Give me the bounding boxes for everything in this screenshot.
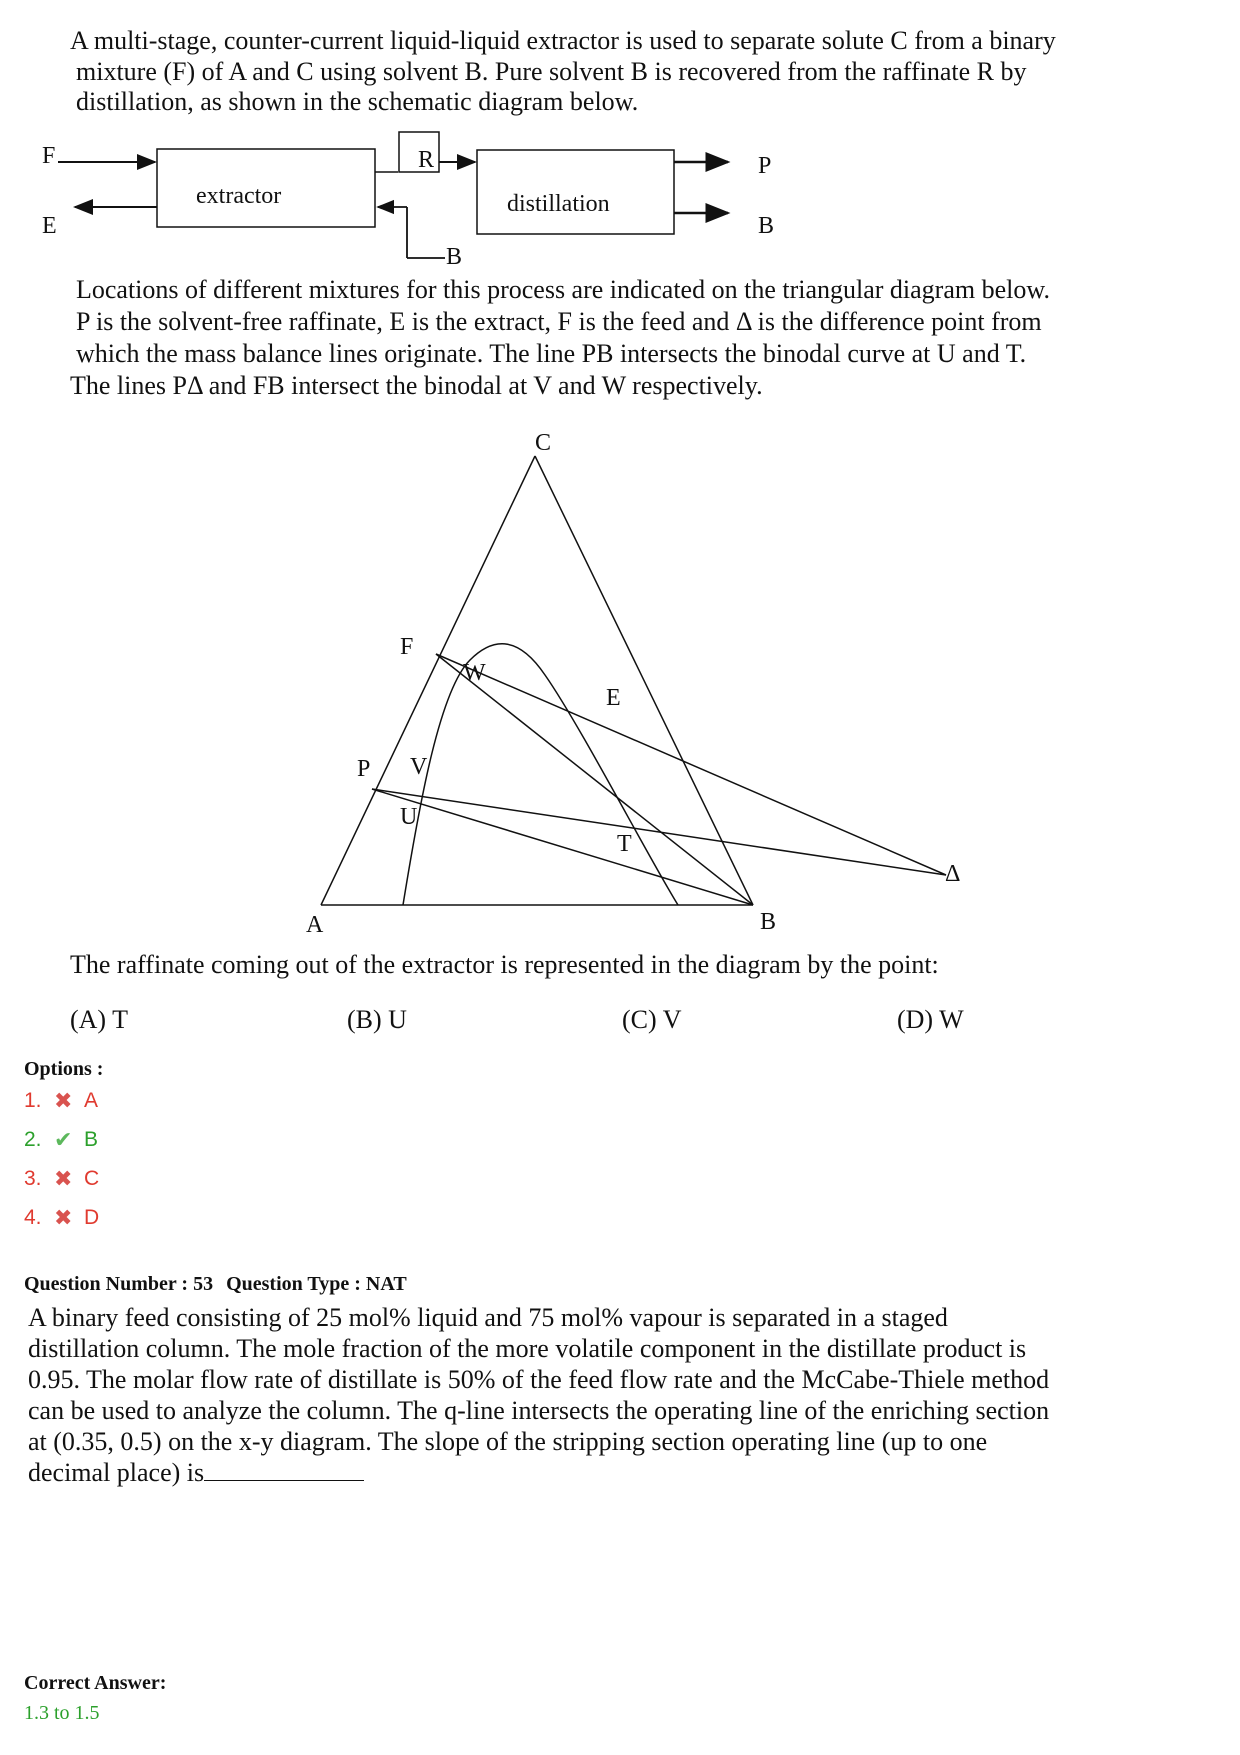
intro-line: distillation, as shown in the schematic diagram below.: [76, 87, 639, 116]
question-53-text: [28, 1302, 1049, 1488]
ternary-diagram: [0, 420, 1240, 940]
option-number: 3.: [24, 1167, 42, 1190]
option-label: D: [84, 1206, 100, 1229]
location-line: which the mass balance lines originate. The line PB intersects the binodal curve at U and T.: [76, 339, 1027, 368]
option-label: C: [84, 1167, 100, 1190]
location-line: Locations of different mixtures for this process are indicated on the triangular diagram below.: [76, 275, 1050, 304]
choice-a: (A) T: [70, 1005, 129, 1034]
line-F-delta: [436, 654, 946, 875]
options-title: Options :: [24, 1058, 104, 1080]
point-B-label: B: [760, 909, 777, 935]
answer-blank: [204, 1460, 364, 1481]
cross-icon: ✖: [54, 1088, 73, 1113]
question-line: can be used to analyze the column. The q-line intersects the operating line of the enriching section: [28, 1396, 1050, 1425]
option-number: 1.: [24, 1089, 42, 1112]
option-4[interactable]: [24, 1205, 99, 1231]
line-P-delta: [372, 789, 946, 875]
check-icon: ✔: [54, 1127, 73, 1152]
location-paragraph: [70, 274, 1050, 402]
correct-answer-title: Correct Answer:: [24, 1672, 167, 1694]
question-header: [24, 1273, 415, 1296]
question-line: at (0.35, 0.5) on the x-y diagram. The slope of the stripping section operating line (up to one: [28, 1427, 988, 1456]
option-3[interactable]: [24, 1166, 99, 1192]
point-F-label: F: [400, 634, 414, 660]
point-C-label: C: [535, 430, 552, 456]
product-label: P: [758, 153, 772, 179]
binodal-curve: [403, 644, 678, 905]
option-number: 4.: [24, 1206, 42, 1229]
extractor-label: extractor: [196, 183, 282, 209]
cross-icon: ✖: [54, 1205, 73, 1230]
point-delta-label: Δ: [945, 861, 961, 887]
choice-b: (B) U: [347, 1005, 407, 1034]
process-schematic: [0, 0, 1240, 290]
point-T-label: T: [617, 831, 632, 857]
question-line: decimal place) is: [28, 1458, 205, 1487]
question-line-last: [28, 1457, 1049, 1488]
raffinate-label: R: [418, 147, 435, 173]
point-U-label: U: [400, 804, 418, 830]
solvent-out-label: B: [758, 213, 775, 239]
intro-line: A multi-stage, counter-current liquid-liquid extractor is used to separate solute C from a binary: [70, 26, 1056, 55]
option-number: 2.: [24, 1128, 42, 1151]
extract-label: E: [42, 213, 57, 239]
cross-icon: ✖: [54, 1166, 73, 1191]
line-FB: [436, 654, 753, 905]
correct-answer-value: 1.3 to 1.5: [24, 1702, 100, 1724]
question-type: Question Type : NAT: [226, 1273, 407, 1295]
location-line: The lines PΔ and FB intersect the binodal at V and W respectively.: [70, 371, 763, 400]
question-line: distillation column. The mole fraction of the more volatile component in the distillate product is: [28, 1334, 1027, 1363]
line-PB: [372, 789, 753, 905]
point-P-label: P: [357, 756, 371, 782]
intro-line: mixture (F) of A and C using solvent B. Pure solvent B is recovered from the raffinate R by: [76, 56, 1027, 86]
point-A-label: A: [306, 912, 324, 938]
choice-c: (C) V: [622, 1005, 682, 1034]
triangle-side-AC: [321, 456, 535, 905]
option-1[interactable]: [24, 1088, 98, 1114]
question-number: Question Number : 53: [24, 1273, 214, 1295]
question-line: A binary feed consisting of 25 mol% liquid and 75 mol% vapour is separated in a staged: [28, 1303, 948, 1332]
triangle-side-CB: [535, 456, 753, 905]
question-text: The raffinate coming out of the extractor is represented in the diagram by the point:: [70, 950, 939, 979]
point-V-label: V: [410, 754, 428, 780]
point-W-label: W: [463, 660, 486, 686]
distillation-label: distillation: [507, 191, 610, 217]
location-line: P is the solvent-free raffinate, E is the extract, F is the feed and Δ is the difference point from: [76, 307, 1042, 336]
question-line: 0.95. The molar flow rate of distillate is 50% of the feed flow rate and the McCabe-Thiele method: [28, 1365, 1050, 1394]
option-label: B: [84, 1128, 99, 1151]
solvent-in-label: B: [446, 244, 463, 270]
feed-label: F: [42, 143, 56, 169]
point-E-label: E: [606, 685, 621, 711]
option-2[interactable]: [24, 1127, 98, 1153]
choice-d: (D) W: [897, 1005, 964, 1034]
option-label: A: [84, 1089, 99, 1112]
